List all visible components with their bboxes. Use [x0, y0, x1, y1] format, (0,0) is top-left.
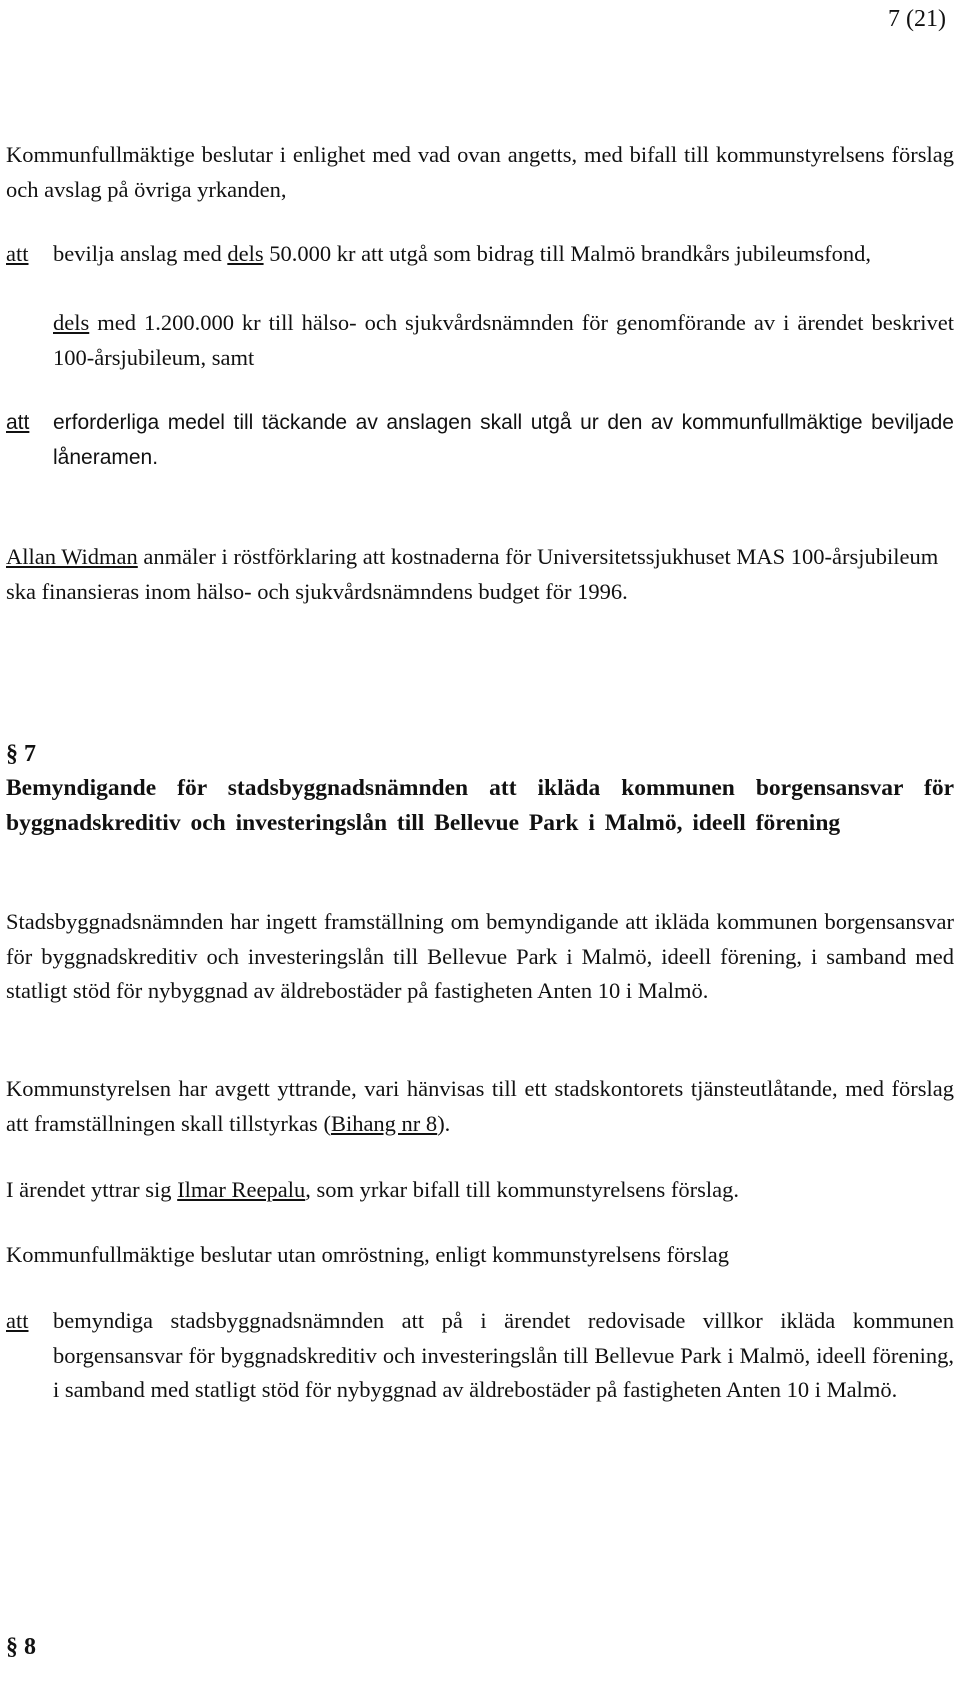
section-7-mark: § 7 [6, 741, 36, 767]
appendix-reference: Bihang nr 8 [330, 1110, 438, 1136]
decision-text: erforderliga medel till täckande av anslagen skall utgå ur den av kommunfullmäktige beviljade låneramen. [53, 411, 954, 469]
vote-explanation: Allan Widman anmäler i röstförklaring att kostnaderna för Universitetssjukhuset MAS 100-årsjubileum ska finansieras inom hälso- och sjukvårdsnämndens budget för 1996. [6, 544, 939, 604]
decision-att-2 [6, 406, 954, 475]
section-7-para-3: I ärendet yttrar sig Ilmar Reepalu, som yrkar bifall till kommunstyrelsens förslag. [6, 1177, 739, 1202]
member-name: Allan Widman [6, 544, 138, 569]
section-7-decision [6, 1304, 954, 1408]
section-7-para-4: Kommunfullmäktige beslutar utan omröstning, enligt kommunstyrelsens förslag [6, 1242, 730, 1267]
decision-att-1-sub: dels med 1.200.000 kr till hälso- och sjukvårdsnämnden för genomförande av i ärendet beskrivet 100-årsjubileum, samt [53, 310, 954, 370]
dels-term: dels [227, 241, 264, 266]
decision-text: bemyndiga stadsbyggnadsnämnden att på i ärendet redovisade villkor ikläda kommunen borgensansvar för byggnadskreditiv och investeringslån till Bellevue Park i Malmö, ideell förening, i samband med statligt stöd för nybyggnad av äldrebostäder på fastigheten Anten 10 i Malmö. [53, 1308, 954, 1402]
att-label: att [6, 411, 30, 434]
section-7-title: Bemyndigande för stadsbyggnadsnämnden att ikläda kommunen borgensansvar för byggnadskreditiv och investeringslån till Bellevue Park i Malmö, ideell förening [6, 775, 954, 836]
page-number: 7 (21) [888, 6, 946, 32]
dels-term: dels [53, 310, 90, 335]
att-label: att [6, 1308, 29, 1333]
resolution-intro: Kommunfullmäktige beslutar i enlighet med vad ovan angetts, med bifall till kommunstyrelsens förslag och avslag på övriga yrkanden, [6, 142, 954, 202]
att-label: att [6, 241, 29, 266]
section-7-para-2: Kommunstyrelsen har avgett yttrande, vari hänvisas till ett stadskontorets tjänsteutlåtande, med förslag att framställningen skall tillstyrkas (Bihang nr 8). [6, 1076, 954, 1136]
decision-text: bevilja anslag med dels 50.000 kr att utgå som bidrag till Malmö brandkårs jubileumsfond, [53, 241, 871, 266]
decision-att-1 [6, 237, 954, 272]
section-8-mark: § 8 [6, 1634, 36, 1660]
member-name: Ilmar Reepalu [177, 1177, 306, 1202]
section-7-para-1: Stadsbyggnadsnämnden har ingett framställning om bemyndigande att ikläda kommunen borgensansvar för byggnadskreditiv och investeringslån till Bellevue Park i Malmö, ideell förening, i samband med statligt stöd för nybyggnad av äldrebostäder på fastigheten Anten 10 i Malmö. [6, 909, 954, 1003]
